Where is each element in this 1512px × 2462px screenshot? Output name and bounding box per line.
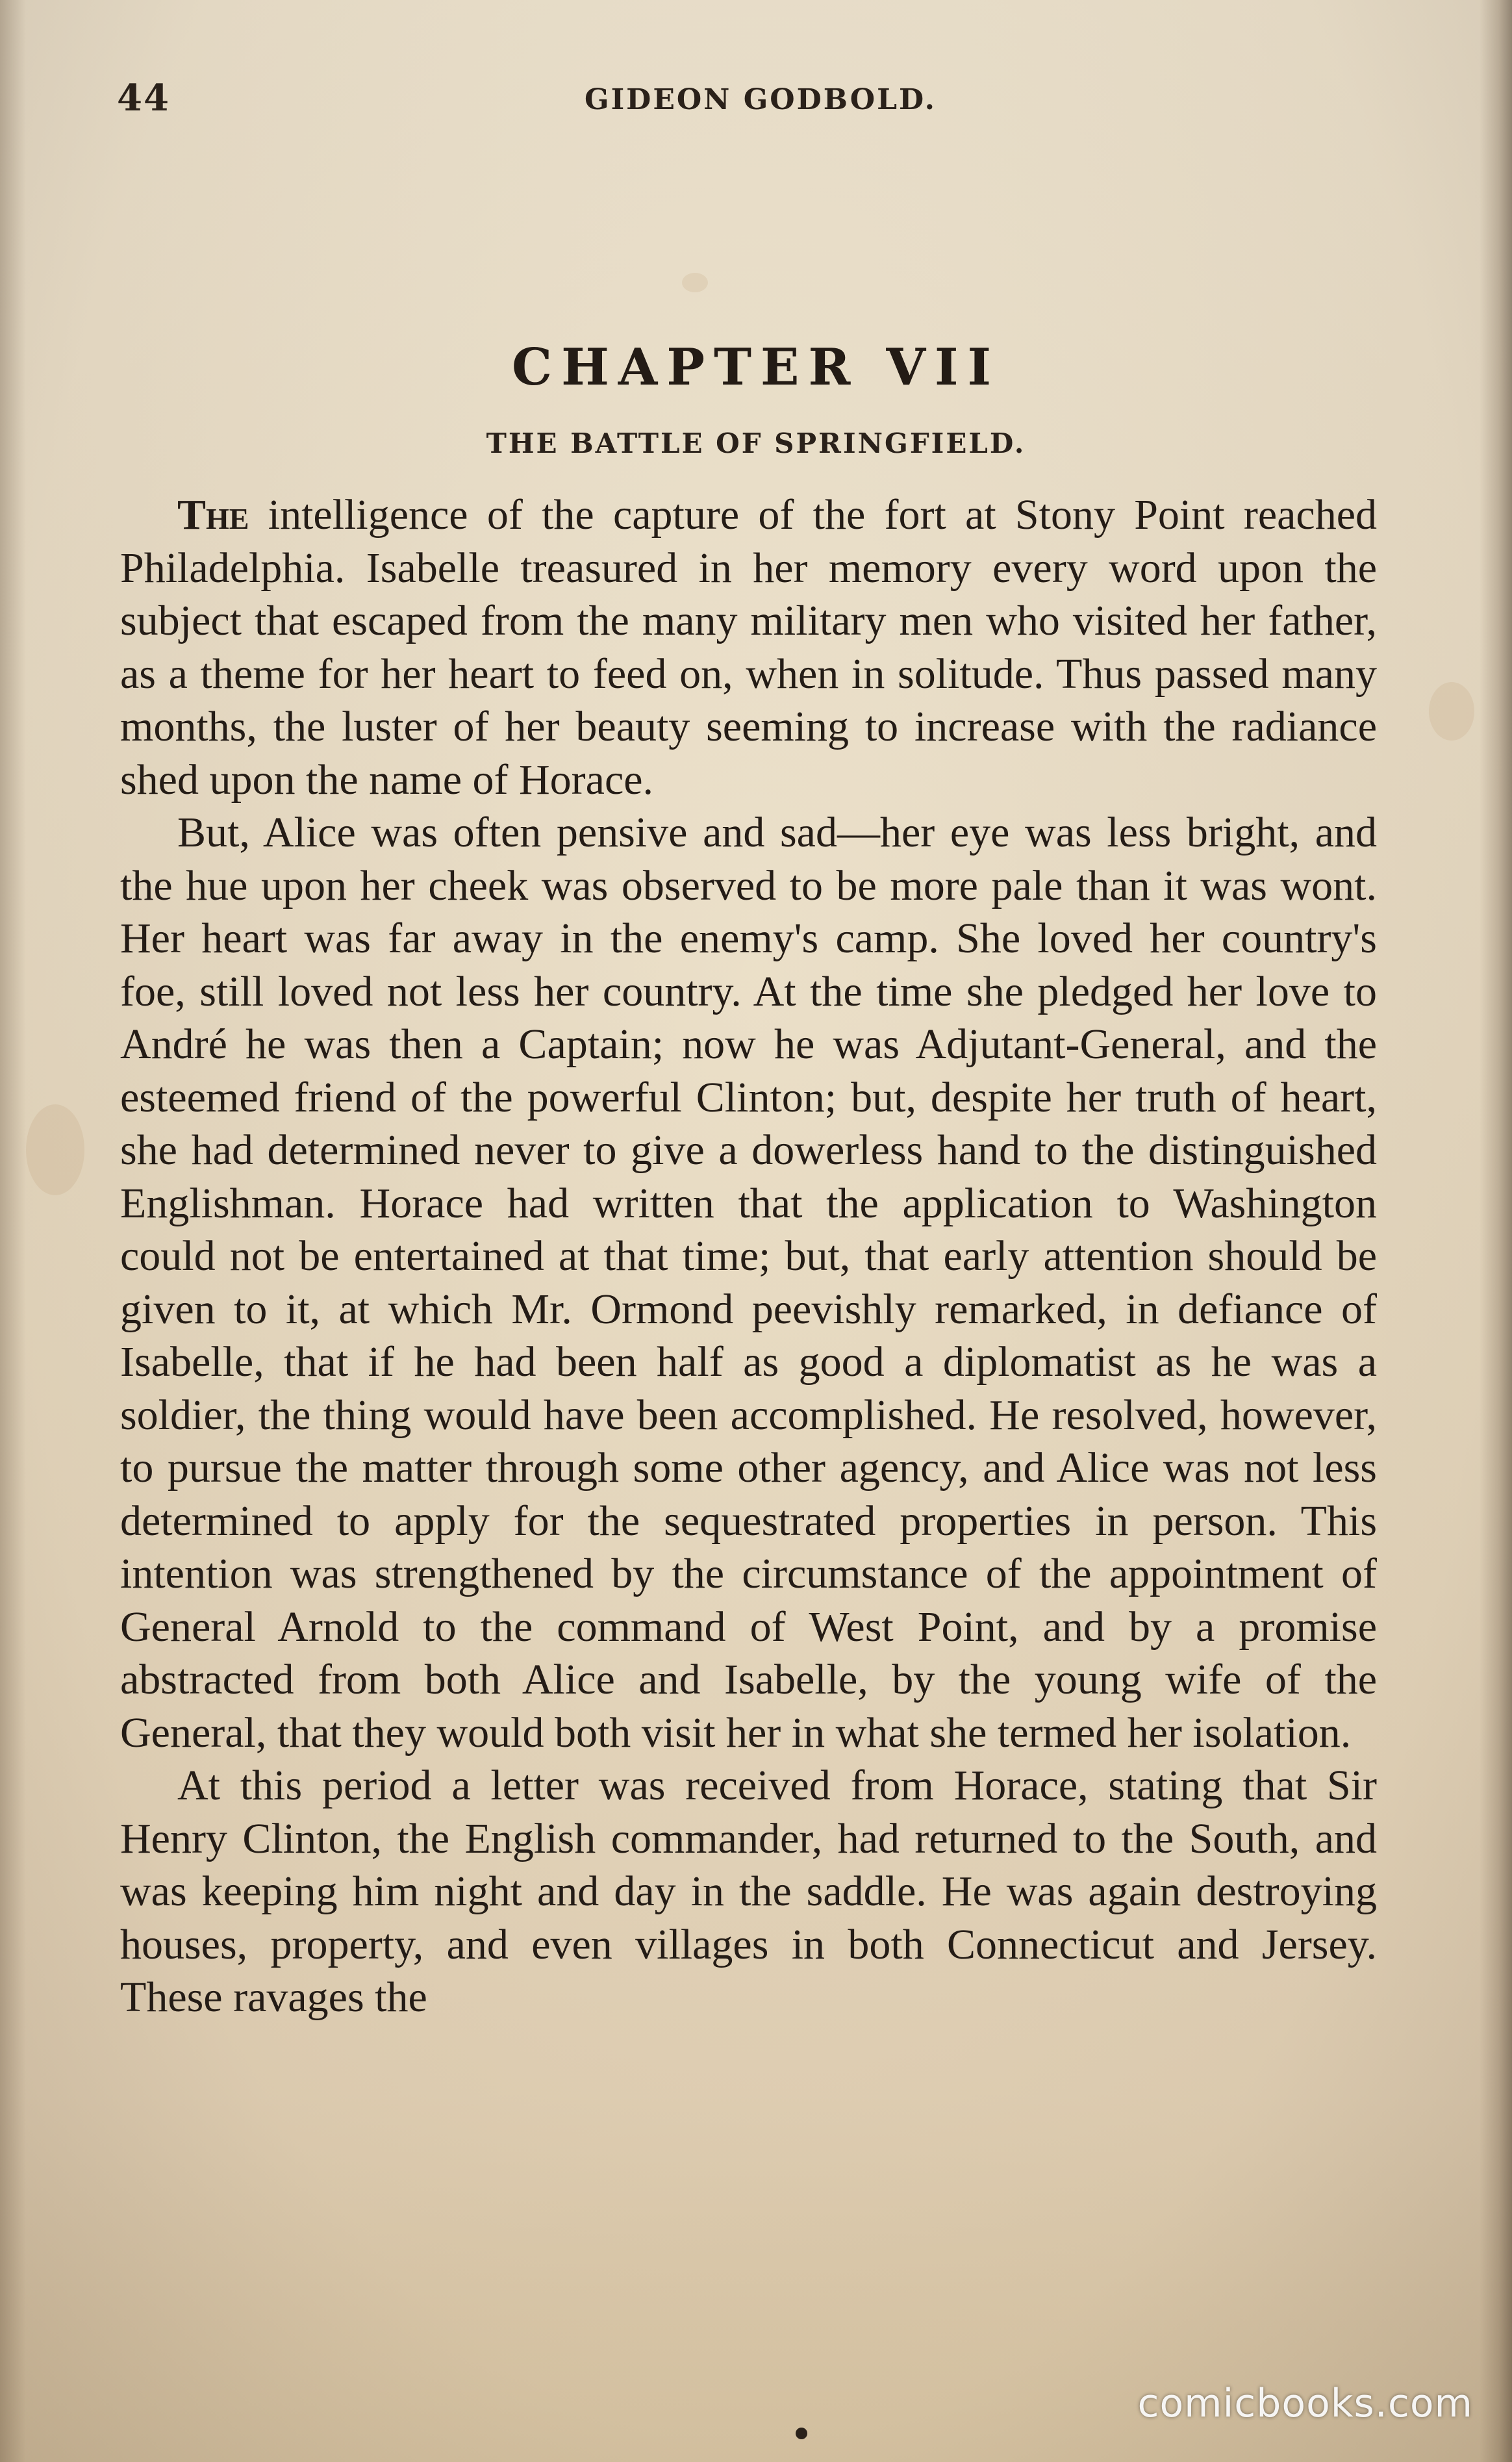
paragraph-text: At this period a letter was received from Horace, stating that Sir Henry Clinton, the English commander, had returned to the South, and was keeping him night and day in the saddle. He was again destroying houses, property, and even villages in both Connecticut and Jersey. These ravages the: [120, 1762, 1377, 2021]
foxing-stain: [1429, 682, 1474, 741]
foxing-stain: [26, 1104, 84, 1195]
chapter-subtitle: THE BATTLE OF SPRINGFIELD.: [486, 427, 1026, 459]
paragraph: [120, 806, 1377, 1759]
paragraph: [120, 1759, 1377, 2024]
paragraph-lead-word: The: [177, 491, 249, 539]
paragraph: [120, 489, 1377, 806]
chapter-title: CHAPTER VII: [512, 338, 1000, 397]
watermark: comicbooks.com: [1137, 2381, 1473, 2426]
paragraph-text: intelligence of the capture of the fort at Stony Point reached Philadelphia. Isabelle treasured in her memory every word upon the subject that escaped from the many military men who visited her father, as a theme for her heart to feed on, when in solitude. Thus passed many months, the luster of her beauty seeming to increase with the radiance shed upon the name of Horace.: [120, 491, 1377, 804]
running-head: GIDEON GODBOLD.: [585, 83, 937, 116]
paragraph-text: But, Alice was often pensive and sad—her eye was less bright, and the hue upon her cheek was observed to be more pale than it was wont. Her heart was far away in the enemy's camp. She loved her country's foe, still loved not less her country. At the time she pledged her love to André he was then a Captain; now he was Adjutant-General, and the esteemed friend of the powerful Clinton; but, despite her truth of heart, she had determined never to give a dowerless hand to the distinguished Englishman. Horace had written that the application to Washington could not be entertained at that time; but, that early attention should be given to it, at which Mr. Ormond peevishly remarked, in defiance of Isabelle, that if he had been half as good a diplomatist as he was a soldier, the thing would have been accomplished. He resolved, however, to pursue the matter through some other agency, and Alice was not less determined to apply for the sequestrated properties in person. This intention was strengthened by the circumstance of the appointment of General Arnold to the command of West Point, and by a promise abstracted from both Alice and Isabelle, by the young wife of the General, that they would both visit her in what she termed her isolation.: [120, 809, 1377, 1757]
page-number: 44: [117, 77, 170, 120]
foxing-stain: [682, 273, 708, 292]
ink-dot: [796, 2428, 807, 2439]
page-header: [117, 77, 1390, 129]
body-text: [120, 489, 1377, 2024]
